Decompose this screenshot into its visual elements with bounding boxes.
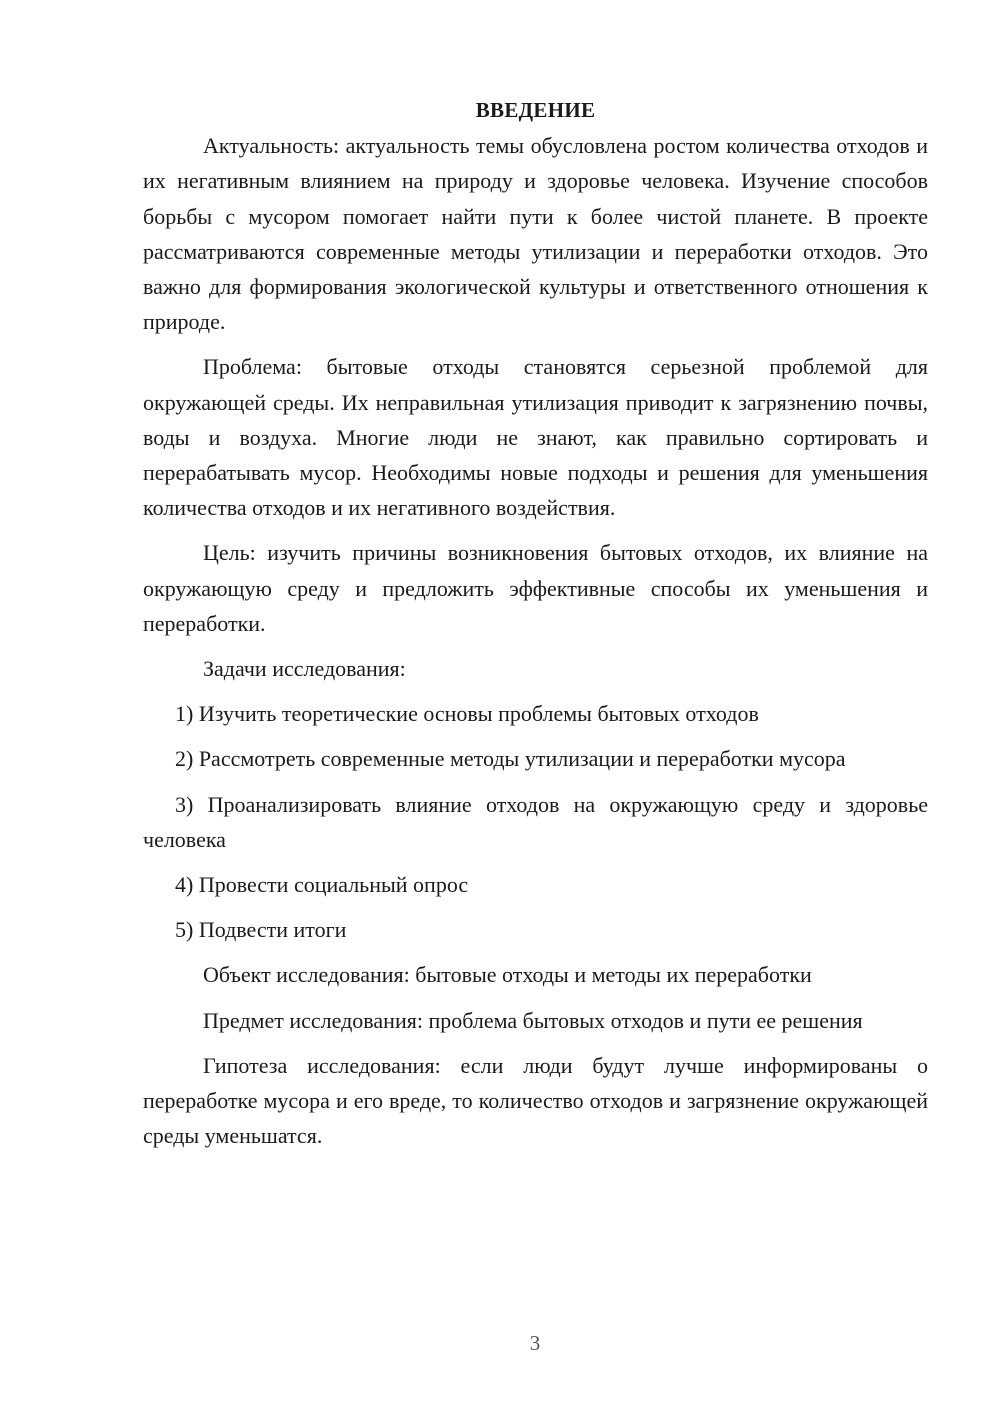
object-paragraph: Объект исследования: бытовые отходы и методы их переработки [203, 962, 812, 988]
relevance-paragraph: Актуальность: актуальность темы обусловлена ростом количества отходов и их негативным влиянием на природу и здоровье человека. Изучение способов борьбы с мусором помогает найти пути к более чистой планете. В проекте рассматриваются современные методы утилизации и переработки отходов. Это важно для формирования экологической культуры и ответственного отношения к природе. [143, 133, 928, 335]
task-item-5: 5) Подвести итоги [175, 917, 347, 943]
page-content [143, 93, 928, 1153]
task-item-4: 4) Провести социальный опрос [175, 872, 469, 898]
tasks-heading: Задачи исследования: [203, 656, 406, 682]
section-title: ВВЕДЕНИЕ [475, 98, 596, 122]
task-item-3: 3) Проанализировать влияние отходов на окружающую среду и здоровье человека [143, 791, 928, 852]
task-item-1: 1) Изучить теоретические основы проблемы бытовых отходов [175, 701, 759, 727]
task-item-2: 2) Рассмотреть современные методы утилизации и переработки мусора [175, 746, 846, 772]
subject-paragraph: Предмет исследования: проблема бытовых отходов и пути ее решения [203, 1007, 863, 1033]
page-number: 3 [529, 1331, 541, 1355]
problem-paragraph: Проблема: бытовые отходы становятся серьезной проблемой для окружающей среды. Их неправильная утилизация приводит к загрязнению почвы, воды и воздуха. Многие люди не знают, как правильно сортировать и перерабатывать мусор. Необходимы новые подходы и решения для уменьшения количества отходов и их негативного воздействия. [143, 354, 928, 521]
hypothesis-paragraph: Гипотеза исследования: если люди будут лучше информированы о переработке мусора и его вреде, то количество отходов и загрязнение окружающей среды уменьшатся. [143, 1052, 928, 1149]
goal-paragraph: Цель: изучить причины возникновения бытовых отходов, их влияние на окружающую среду и предложить эффективные способы их уменьшения и переработки. [143, 540, 928, 636]
